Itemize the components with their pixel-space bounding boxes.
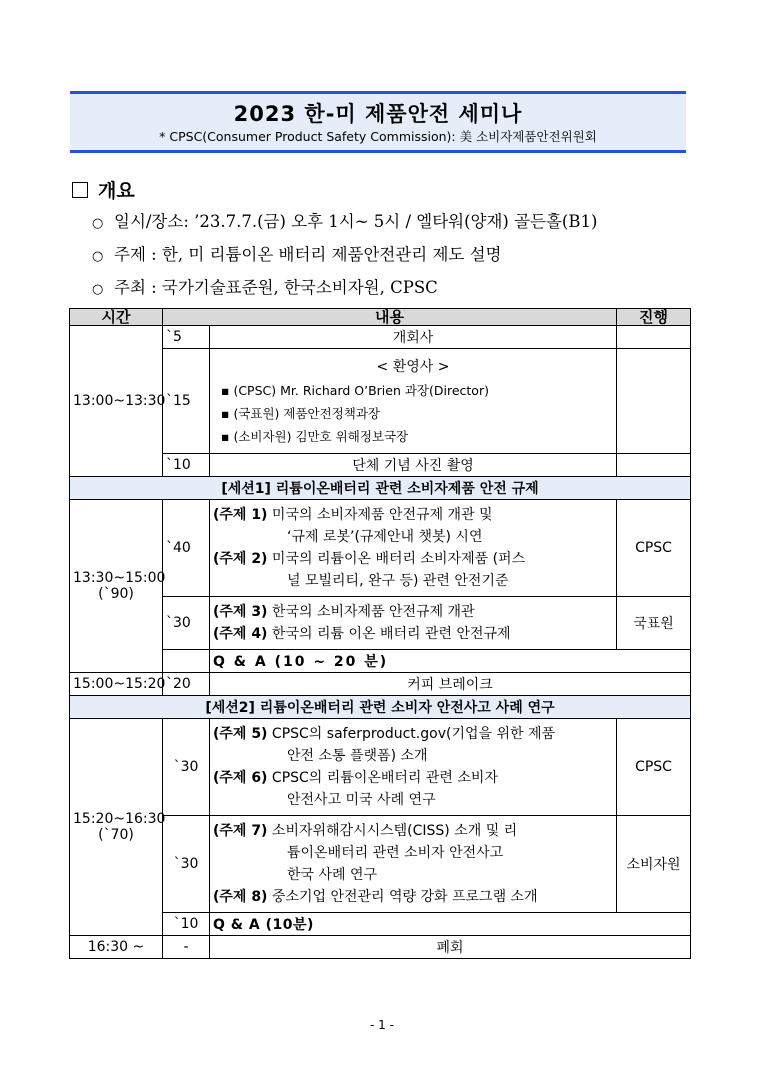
duration-cell: `5 [163,326,210,349]
topics-cell [210,816,617,913]
topic-text: 안전사고 미국 사례 연구 [287,792,436,808]
time-duration: (`70) [98,827,134,843]
circle-bullet-icon: ○ [92,282,104,297]
page-title: 2023 한-미 제품안전 세미나 [233,102,523,126]
topic-text: 중소기업 안전관리 역량 강화 프로그램 소개 [271,889,538,905]
schedule-table [69,308,691,959]
duration-cell: `10 [163,913,210,936]
overview-item-text: 주제 : 한, 미 리튬이온 배터리 제품안전관리 제도 설명 [114,245,502,264]
checkbox-square-icon [72,182,88,198]
session-2-title: [세션2] 리튬이온배터리 관련 소비자 안전사고 사례 연구 [70,696,691,719]
header-content: 내용 [163,309,617,326]
welcome-cell [210,349,617,454]
time-cell: 15:00~15:20 [70,673,163,696]
content-cell: 폐회 [210,936,691,959]
header-time: 시간 [70,309,163,326]
overview-item [92,241,501,265]
time-cell: 13:00~13:30 [70,326,163,477]
time-duration: (`90) [98,586,134,602]
duration-cell: `15 [163,349,210,454]
time-range: 13:30~15:00 [73,570,166,586]
content-cell: 커피 브레이크 [210,673,691,696]
topic-text: 미국의 리튬이온 배터리 소비자제품 (퍼스 [271,551,526,567]
topic-text: 미국의 소비자제품 안전규제 개관 및 [271,507,493,523]
content-cell: 단체 기념 사진 촬영 [210,454,617,477]
topic-label: (주제 8) [213,889,268,905]
overview-heading [72,176,135,203]
overview-item-text: 일시/장소: ’23.7.7.(금) 오후 1시~ 5시 / 엘타워(양재) 골든홀(B1) [114,212,598,231]
topic-label: (주제 5) [213,726,268,742]
welcome-heading: < 환영사 > [376,358,450,375]
bullet-text: (CPSC) Mr. Richard O’Brien 과장(Director) [233,382,489,398]
host-cell [617,454,691,477]
duration-cell: `10 [163,454,210,477]
session-1-title: [세션1] 리튬이온배터리 관련 소비자제품 안전 규제 [70,477,691,500]
page-number: - 1 - [370,1018,394,1032]
circle-bullet-icon: ○ [92,216,104,231]
overview-item [92,208,597,232]
duration-cell: `30 [163,719,210,816]
bullet-item: ▪ (국표원) 제품안전정책과장 [221,405,381,421]
topic-label: (주제 3) [213,604,268,620]
host-cell [617,326,691,349]
overview-item-text: 주최 : 국가기술표준원, 한국소비자원, CPSC [114,278,438,297]
topic-text: 한국의 소비자제품 안전규제 개관 [271,604,475,620]
time-cell [70,719,166,936]
topic-text: 소비자위해감시시스템(CISS) 소개 및 리 [271,823,518,839]
duration-cell: - [163,936,210,959]
duration-cell [163,650,210,673]
bullet-text: (국표원) 제품안전정책과장 [233,405,381,421]
topic-text: CPSC의 리튬이온배터리 관련 소비자 [271,770,498,786]
time-cell [70,500,166,673]
duration-cell: `40 [163,500,210,597]
host-cell: CPSC [617,500,691,597]
bullet-item: ▪ (CPSC) Mr. Richard O’Brien 과장(Director) [221,382,489,398]
topics-cell [210,719,617,816]
topic-text: 안전 소통 플랫폼) 소개 [287,748,428,764]
topic-text: CPSC의 saferproduct.gov(기업을 위한 제품 [271,726,556,742]
host-cell [617,349,691,454]
topic-text: 한국 사례 연구 [287,867,378,883]
qa-cell: Q & A (10 ~ 20 분) [210,650,691,673]
time-range: 15:20~16:30 [73,811,166,827]
time-cell: 16:30 ~ [70,936,163,959]
topic-label: (주제 2) [213,551,268,567]
overview-item [92,274,438,298]
duration-cell: `20 [163,673,210,696]
topic-text: 한국의 리튬 이온 배터리 관련 안전규제 [271,626,511,642]
topic-label: (주제 4) [213,626,268,642]
overview-heading-text: 개요 [98,180,135,202]
topic-text: 널 모빌리티, 완구 등) 관련 안전기준 [287,573,509,589]
host-cell: 소비자원 [617,816,691,913]
duration-cell: `30 [163,597,210,650]
topic-text: 튬이온배터리 관련 소비자 안전사고 [287,845,504,861]
title-box [70,91,686,153]
bullet-text: (소비자원) 김만호 위해정보국장 [233,428,409,444]
topic-label: (주제 7) [213,823,268,839]
topics-cell [210,500,617,597]
content-cell: 개회사 [210,326,617,349]
circle-bullet-icon: ○ [92,249,104,264]
bullet-item: ▪ (소비자원) 김만호 위해정보국장 [221,428,409,444]
topic-label: (주제 1) [213,507,268,523]
host-cell: CPSC [617,719,691,816]
duration-cell: `30 [163,816,210,913]
header-host: 진행 [617,309,691,326]
page-subtitle: * CPSC(Consumer Product Safety Commission): 美 소비자제품안전위원회 [159,129,597,144]
host-cell: 국표원 [617,597,691,650]
qa-cell: Q & A (10분) [210,913,691,936]
topic-text: ‘규제 로봇’(규제안내 챗봇) 시연 [287,529,483,545]
topics-cell [210,597,617,650]
topic-label: (주제 6) [213,770,268,786]
